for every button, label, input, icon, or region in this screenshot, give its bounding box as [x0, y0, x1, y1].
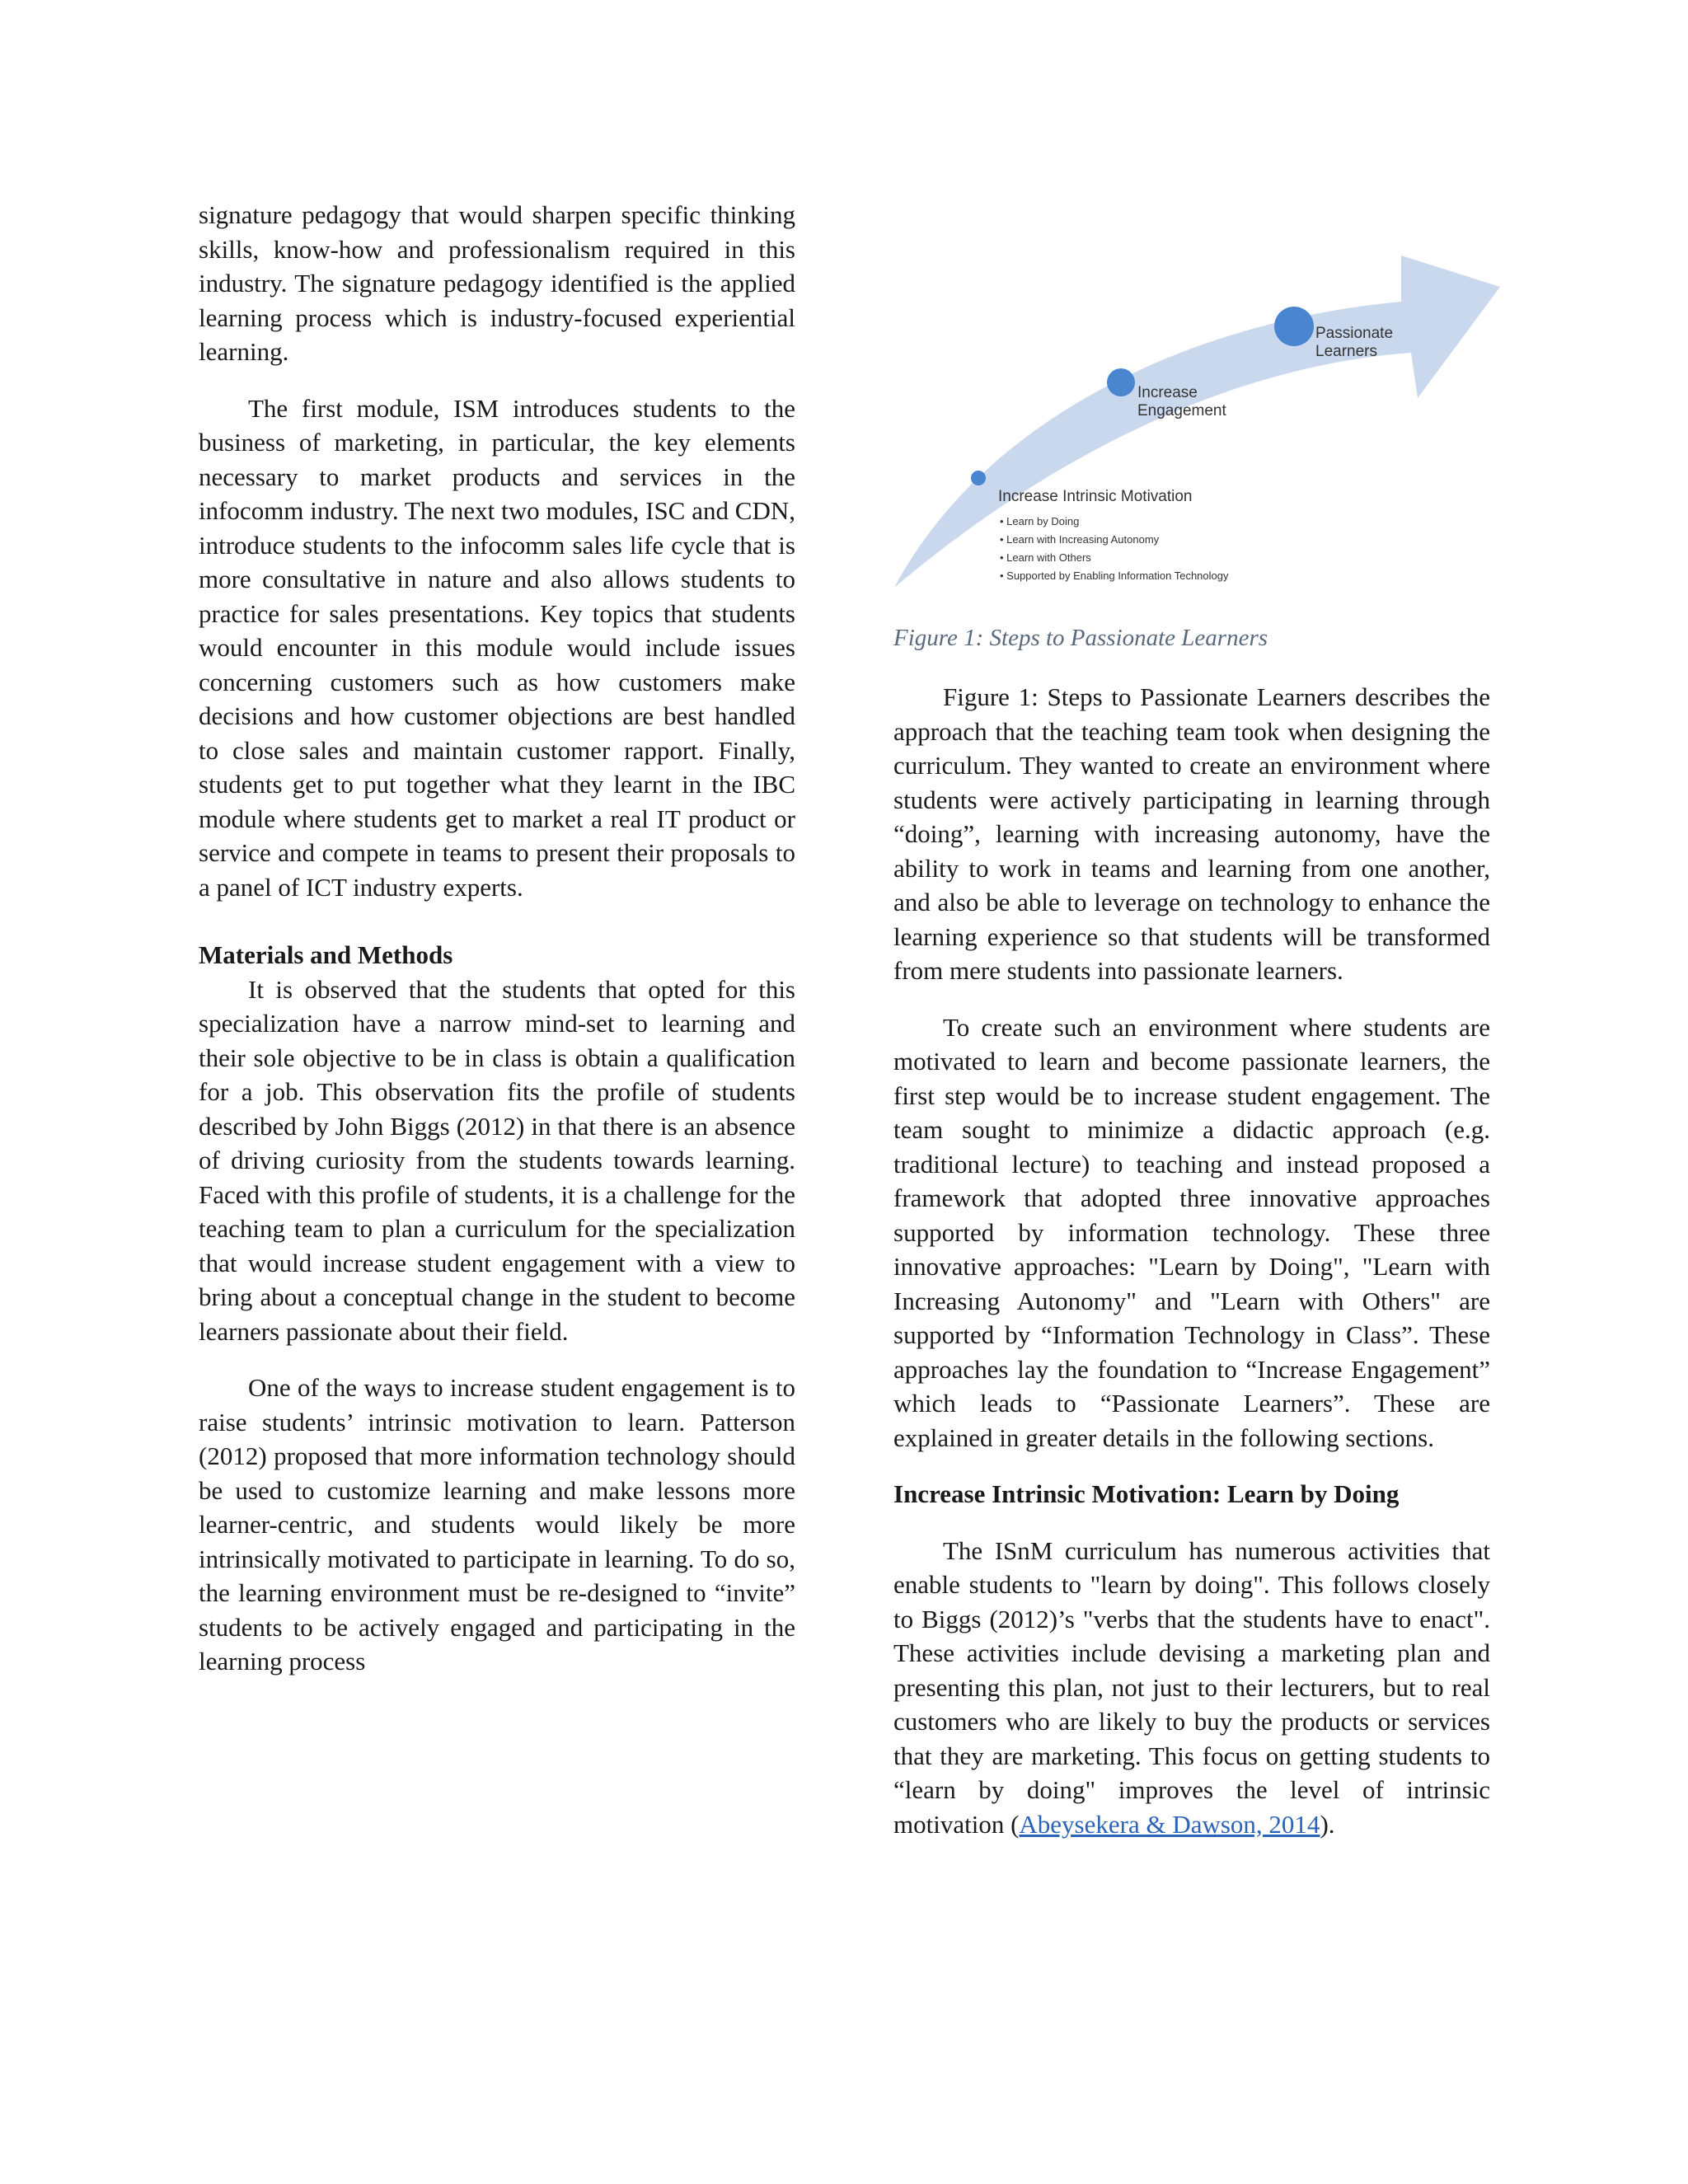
paragraph-figure-description: Figure 1: Steps to Passionate Learners describes the approach that the teaching team took when designing the curriculum. They wanted to create an environment where students were actively participating in learning through “doing”, learning with increasing autonomy, have the ability to work in teams and learning from one another, and also be able to leverage on technology to enhance the learning experience so that students will be transformed from mere students into passionate learners.	[893, 682, 1490, 985]
right-column	[893, 680, 1490, 1863]
paragraph-observation: It is observed that the students that opted for this specialization have a narrow mind-set to learning and their sole objective to be in class is obtain a qualification for a job. This observation fits the profile of students described by John Biggs (2012) in that there is an absence of driving curiosity from the students towards learning. Faced with this profile of students, it is a challenge for the teaching team to plan a curriculum for the specialization that would increase student engagement with a view to bring about a conceptual change in the student to become learners passionate about their field.	[199, 974, 795, 1346]
curved-arrow-shape	[894, 255, 1500, 588]
figure-steps-to-passionate-learners	[890, 204, 1500, 596]
label-passionate: Passionate	[1315, 325, 1394, 342]
paragraph-signature-pedagogy: signature pedagogy that would sharpen specific thinking skills, know-how and professionalism required in this industry. The signature pedagogy identified is the applied learning process which is industry-focused experiential learning.	[199, 200, 795, 366]
figure-caption: Figure 1: Steps to Passionate Learners	[893, 625, 1268, 651]
paragraph-isnm-curriculum	[893, 1534, 1490, 1842]
heading-learn-by-doing: Increase Intrinsic Motivation: Learn by Doing	[893, 1479, 1400, 1508]
paragraph-isnm-end: ).	[1320, 1809, 1335, 1839]
label-increase: Increase	[1137, 384, 1198, 401]
paragraph-create-environment: To create such an environment where students are motivated to learn and become passionate learners, the first step would be to increase student engagement. The team sought to minimize a didactic approach (e.g. traditional lecture) to teaching and instead proposed a framework that adopted three innovative approaches supported by information technology. These three innovative approaches: "Learn by Doing", "Learn with Increasing Autonomy" and "Learn with Others" are supported by “Information Technology in Class”. These approaches lay the foundation to “Increase Engagement” which leads to “Passionate Learners”. These are explained in greater details in the following sections.	[893, 1012, 1490, 1452]
dot-step-1	[971, 471, 986, 485]
paragraph-isnm-text: The ISnM curriculum has numerous activities that enable students to "learn by doing". This follows closely to Biggs (2012)’s "verbs that the students have to enact". These activities include devising a marketing plan and presenting this plan, not just to their lecturers, but to real customers who are likely to buy the products or services that they are marketing. This focus on getting students to “learn by doing" improves the level of intrinsic motivation (	[893, 1535, 1490, 1839]
dot-step-2	[1107, 368, 1135, 396]
bullet-learn-with-others: • Learn with Others	[1000, 551, 1091, 564]
steps-arrow-diagram	[890, 204, 1500, 596]
heading-materials-methods: Materials and Methods	[199, 940, 453, 969]
label-learners: Learners	[1315, 343, 1377, 360]
citation-link-abeysekera[interactable]: Abeysekera & Dawson, 2014	[1019, 1809, 1320, 1839]
bullet-enabling-it: • Supported by Enabling Information Technology	[1000, 569, 1229, 582]
bullet-increasing-autonomy: • Learn with Increasing Autonomy	[1000, 533, 1160, 546]
left-column	[199, 198, 795, 1701]
paragraph-first-module: The first module, ISM introduces students to the business of marketing, in particular, the key elements necessary to market products and services in the infocomm industry. The next two modules, ISC and CDN, introduce students to the infocomm sales life cycle that is more consultative in nature and also allows students to practice for sales presentations. Key topics that students would encounter in this module would include issues concerning customers such as how customers make decisions and how customer objections are best handled to close sales and maintain customer rapport. Finally, students get to put together what they learnt in the IBC module where students get to market a real IT product or service and compete in teams to present their proposals to a panel of ICT industry experts.	[199, 393, 795, 902]
bullet-learn-by-doing: • Learn by Doing	[1000, 515, 1080, 527]
label-intrinsic-motivation: Increase Intrinsic Motivation	[998, 488, 1193, 505]
dot-step-3	[1274, 307, 1314, 346]
paragraph-intrinsic-motivation: One of the ways to increase student engagement is to raise students’ intrinsic motivation to learn. Patterson (2012) proposed that more information technology should be used to customize learning and make lessons more learner-centric, and students would likely be more intrinsically motivated to participate in learning. To do so, the learning environment must be re-designed to “invite” students to be actively engaged and participating in the learning process	[199, 1373, 795, 1675]
label-engagement: Engagement	[1137, 402, 1226, 419]
